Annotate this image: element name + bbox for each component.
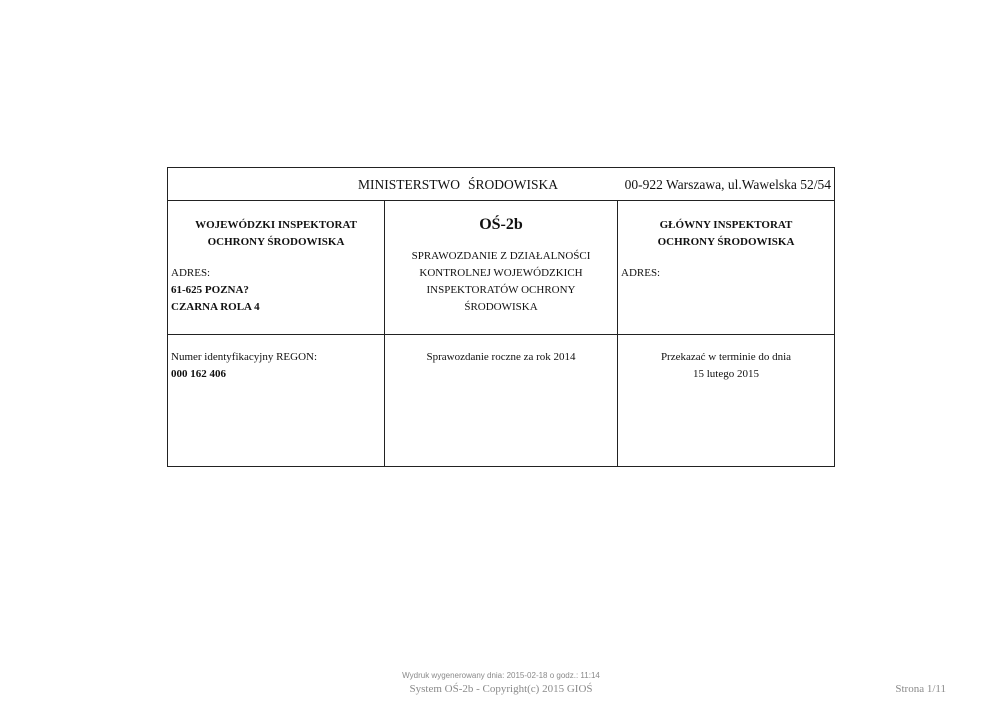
report-period-block [385, 349, 617, 366]
form-description-line3: INSPEKTORATÓW OCHRONY [426, 284, 576, 296]
chief-inspectorate-name [618, 217, 834, 251]
voivodeship-org-line1: WOJEWÓDZKI INSPEKTORAT [195, 219, 357, 231]
chief-org-line1: GŁÓWNY INSPEKTORAT [659, 219, 793, 231]
voivodeship-address-block [171, 265, 381, 316]
ministry-name [358, 177, 558, 193]
form-description [385, 248, 617, 316]
ministry-address: 00-922 Warszawa, ul.Wawelska 52/54 [624, 177, 831, 192]
form-title-block [385, 215, 617, 235]
voivodeship-address-label: ADRES: [171, 267, 211, 279]
page-number: Strona 1/11 [895, 683, 946, 695]
regon-label: Numer identyfikacyjny REGON: [171, 351, 318, 363]
report-period: Sprawozdanie roczne za rok 2014 [426, 351, 576, 363]
voivodeship-org-line2: OCHRONY ŚRODOWISKA [207, 236, 345, 248]
regon-block [171, 349, 381, 383]
chief-org-line2: OCHRONY ŚRODOWISKA [657, 236, 795, 248]
deadline-line2: 15 lutego 2015 [693, 368, 759, 380]
ministry-name-part2: ŚRODOWISKA [468, 177, 559, 192]
deadline-block [618, 349, 834, 383]
ministry-name-part1: MINISTERSTWO [358, 177, 460, 192]
form-description-line4: ŚRODOWISKA [464, 301, 538, 313]
ministry-header-row [168, 168, 834, 201]
voivodeship-address-line1: 61-625 POZNA? [171, 284, 249, 296]
generated-timestamp: Wydruk wygenerowany dnia: 2015-02-18 o godz.: 11:14 [402, 671, 600, 680]
voivodeship-inspectorate-name [168, 217, 384, 251]
regon-value: 000 162 406 [171, 368, 226, 380]
chief-address-block [621, 265, 831, 282]
voivodeship-address-line2: CZARNA ROLA 4 [171, 301, 260, 313]
deadline-line1: Przekazać w terminie do dnia [660, 351, 792, 363]
form-code: OŚ-2b [479, 216, 523, 233]
report-form-table [167, 167, 835, 467]
chief-address-label: ADRES: [621, 267, 661, 279]
row-divider [168, 334, 834, 335]
form-description-line2: KONTROLNEJ WOJEWÓDZKICH [419, 267, 583, 279]
copyright-notice: System OŚ-2b - Copyright(c) 2015 GIOŚ [409, 683, 593, 695]
form-description-line1: SPRAWOZDANIE Z DZIAŁALNOŚCI [411, 250, 591, 262]
